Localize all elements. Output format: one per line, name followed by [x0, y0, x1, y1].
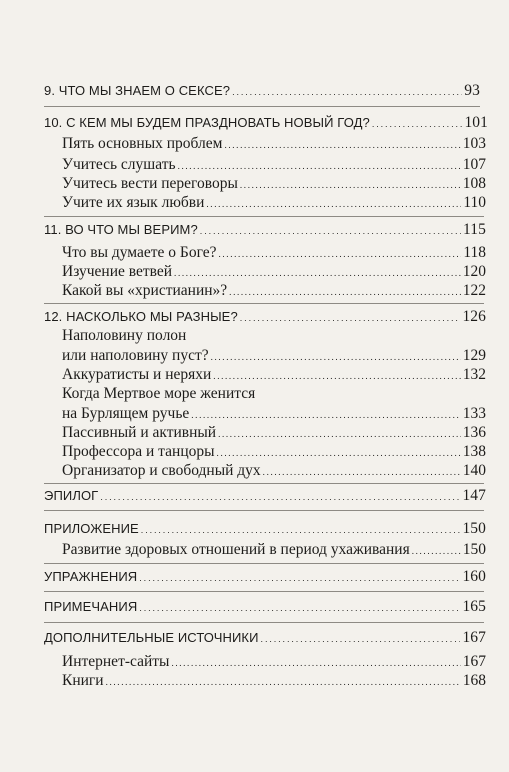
toc-page-number: 133 — [462, 405, 486, 422]
toc-subsection[interactable] — [62, 404, 486, 424]
toc-additional-resources[interactable] — [44, 628, 486, 648]
toc-page-number: 101 — [464, 114, 488, 131]
dot-leader — [412, 540, 461, 561]
toc-subsection-line1[interactable] — [62, 384, 486, 404]
dot-leader — [200, 220, 461, 241]
toc-entry-title: ПРИМЕЧАНИЯ — [44, 599, 138, 614]
toc-page-number: 165 — [462, 598, 486, 615]
toc-subsection[interactable] — [62, 423, 486, 443]
toc-page-number: 132 — [462, 366, 486, 383]
toc-entry-title: Когда Мертвое море женится — [62, 385, 256, 402]
section-divider — [44, 622, 484, 623]
section-divider — [44, 591, 484, 592]
toc-exercises[interactable] — [44, 567, 486, 587]
dot-leader — [171, 652, 460, 673]
toc-page-number: 122 — [462, 282, 486, 299]
toc-page-number: 147 — [462, 487, 486, 504]
toc-entry-title: Интернет-сайты — [62, 653, 170, 670]
toc-entry-title: Какой вы «христианин»? — [62, 282, 228, 299]
toc-page-number: 107 — [462, 156, 486, 173]
toc-entry-title: ЭПИЛОГ — [44, 488, 99, 503]
dot-leader — [206, 193, 461, 214]
toc-subsection[interactable] — [62, 461, 486, 481]
toc-chapter-9[interactable] — [44, 81, 480, 101]
section-divider — [44, 510, 484, 511]
toc-entry-title: или наполовину пуст? — [62, 347, 209, 364]
section-divider — [44, 563, 484, 564]
toc-entry-title: 10. С КЕМ МЫ БУДЕМ ПРАЗДНОВАТЬ НОВЫЙ ГОД? — [44, 115, 370, 130]
section-divider — [44, 483, 484, 484]
toc-subsection[interactable] — [62, 442, 486, 462]
toc-page-number: 115 — [463, 221, 486, 238]
dot-leader — [191, 404, 460, 425]
toc-entry-title: Что вы думаете о Боге? — [62, 244, 217, 261]
toc-subsection[interactable] — [62, 346, 486, 366]
toc-entry-title: Профессора и танцоры — [62, 443, 215, 460]
dot-leader — [100, 486, 460, 507]
toc-entry-title: Учите их язык любви — [62, 194, 205, 211]
toc-page-number: 129 — [462, 347, 486, 364]
dot-leader — [211, 346, 461, 367]
toc-entry-title: 11. ВО ЧТО МЫ ВЕРИМ? — [44, 222, 198, 237]
toc-entry-title: Аккуратисты и неряхи — [62, 366, 212, 383]
dot-leader — [174, 262, 461, 283]
toc-epilogue[interactable] — [44, 486, 486, 506]
toc-subsection[interactable] — [62, 134, 486, 154]
toc-page-number: 150 — [462, 520, 486, 537]
dot-leader — [106, 671, 461, 692]
toc-page-number: 150 — [462, 541, 486, 558]
dot-leader — [139, 597, 460, 618]
dot-leader — [219, 243, 462, 264]
toc-subsection[interactable] — [62, 193, 486, 213]
toc-page-number: 126 — [462, 308, 486, 325]
toc-entry-title: Учитесь вести переговоры — [62, 175, 238, 192]
toc-page-number: 168 — [462, 672, 486, 689]
dot-leader — [261, 628, 461, 649]
toc-page-number: 108 — [462, 175, 486, 192]
toc-chapter-11[interactable] — [44, 220, 486, 240]
toc-subsection[interactable] — [62, 262, 486, 282]
section-divider — [44, 216, 484, 217]
toc-page-number: 136 — [462, 424, 486, 441]
toc-entry-title: ПРИЛОЖЕНИЕ — [44, 521, 139, 536]
toc-page-number: 160 — [462, 568, 486, 585]
dot-leader — [224, 134, 460, 155]
toc-subsection[interactable] — [62, 155, 486, 175]
toc-page-number: 118 — [463, 244, 486, 261]
toc-page-number: 93 — [464, 82, 480, 99]
dot-leader — [217, 442, 461, 463]
toc-entry-title: Книги — [62, 672, 104, 689]
toc-subsection[interactable] — [62, 174, 486, 194]
toc-entry-title: Изучение ветвей — [62, 263, 173, 280]
dot-leader — [141, 519, 461, 540]
dot-leader — [139, 567, 460, 588]
dot-leader — [240, 174, 461, 195]
toc-entry-title: ДОПОЛНИТЕЛЬНЫЕ ИСТОЧНИКИ — [44, 630, 259, 645]
toc-chapter-10[interactable] — [44, 113, 488, 133]
dot-leader — [372, 113, 463, 134]
toc-entry-title: Пять основных проблем — [62, 135, 223, 152]
toc-entry-title: 9. ЧТО МЫ ЗНАЕМ О СЕКСЕ? — [44, 83, 231, 98]
dot-leader — [232, 81, 462, 102]
toc-page-number: 110 — [463, 194, 486, 211]
toc-page-number: 120 — [462, 263, 486, 280]
toc-entry-title: Наполовину полон — [62, 327, 187, 344]
toc-subsection[interactable] — [62, 540, 486, 560]
toc-subsection-line1[interactable] — [62, 326, 486, 346]
toc-subsection[interactable] — [62, 281, 486, 301]
toc-subsection[interactable] — [62, 365, 486, 385]
toc-appendix[interactable] — [44, 519, 486, 539]
toc-entry-title: 12. НАСКОЛЬКО МЫ РАЗНЫЕ? — [44, 309, 238, 324]
toc-entry-title: Учитесь слушать — [62, 156, 176, 173]
toc-entry-title: Организатор и свободный дух — [62, 462, 261, 479]
dot-leader — [229, 281, 461, 302]
toc-subsection[interactable] — [62, 243, 486, 263]
toc-page-number: 167 — [462, 629, 486, 646]
toc-notes[interactable] — [44, 597, 486, 617]
section-divider — [44, 303, 484, 304]
toc-page-number: 103 — [462, 135, 486, 152]
dot-leader — [263, 461, 461, 482]
toc-page-number: 167 — [462, 653, 486, 670]
toc-subsection[interactable] — [62, 671, 486, 691]
toc-subsection[interactable] — [62, 652, 486, 672]
toc-chapter-12[interactable] — [44, 307, 486, 327]
toc-entry-title: на Бурлящем ручье — [62, 405, 190, 422]
toc-entry-title: Пассивный и активный — [62, 424, 217, 441]
toc-entry-title: Развитие здоровых отношений в период ухаживания — [62, 541, 410, 558]
toc-page-number: 140 — [462, 462, 486, 479]
toc-entry-title: УПРАЖНЕНИЯ — [44, 569, 138, 584]
section-divider — [44, 106, 480, 107]
dot-leader — [178, 155, 461, 176]
dot-leader — [240, 307, 461, 328]
dot-leader — [213, 365, 460, 386]
toc-page-number: 138 — [462, 443, 486, 460]
dot-leader — [218, 423, 461, 444]
